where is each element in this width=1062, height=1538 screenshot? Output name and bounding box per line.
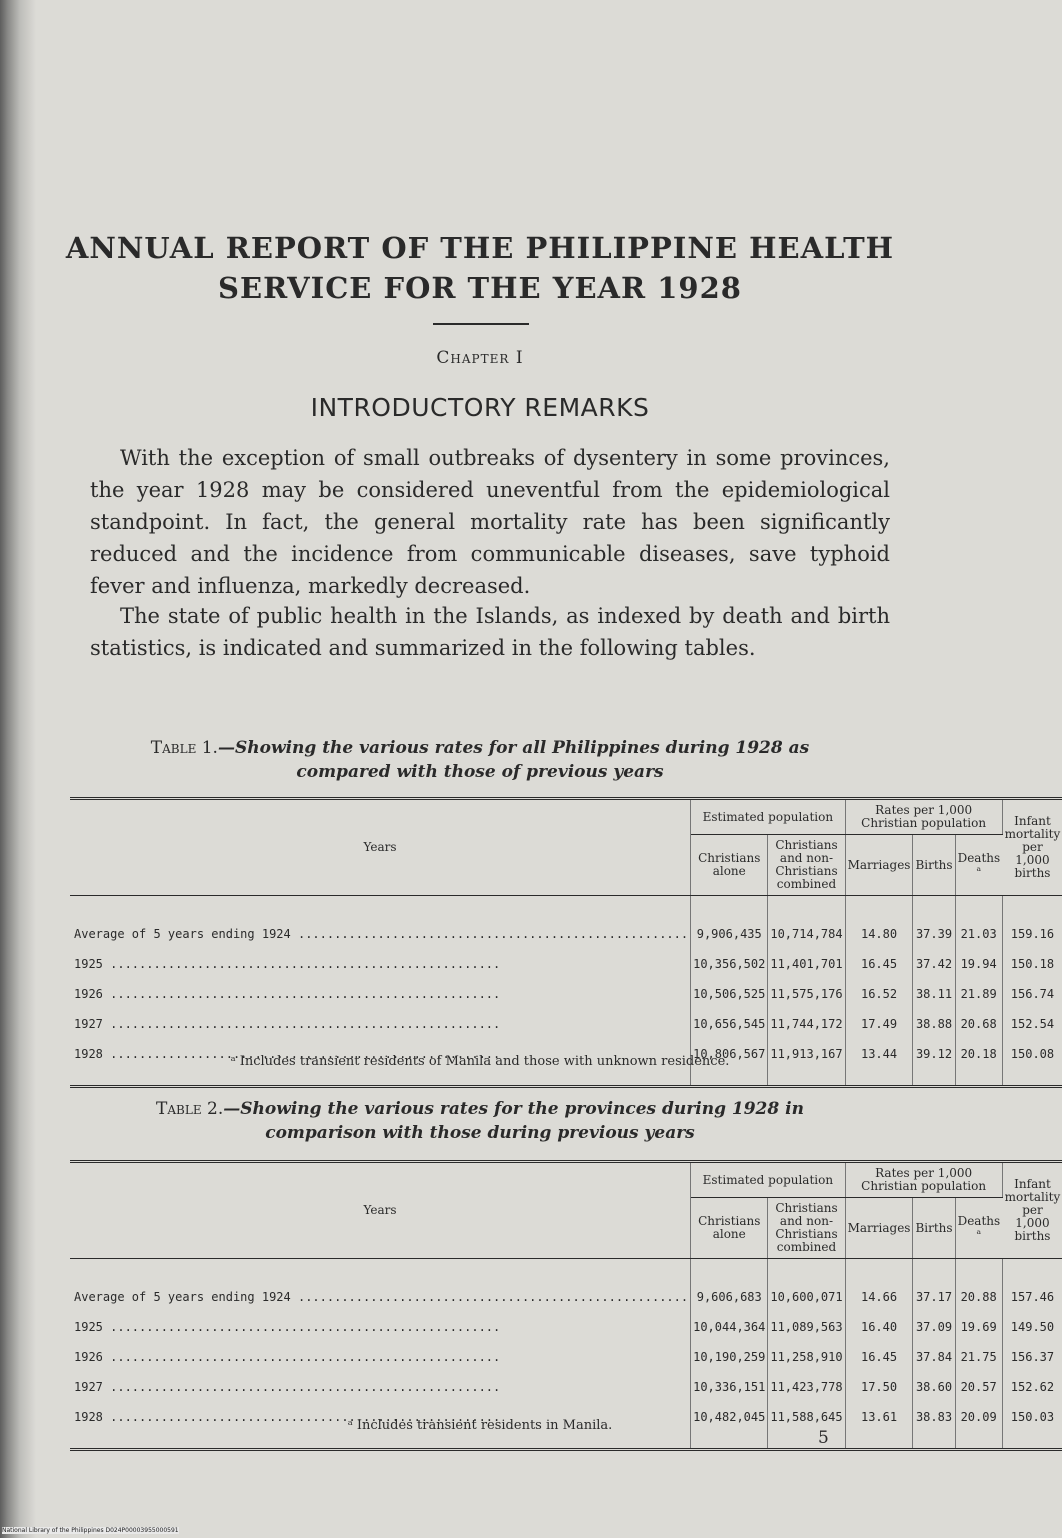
table1-cell: 152.54 [1010,1017,1055,1031]
table2-cell: 16.45 [860,1350,898,1364]
table2-year-cell: 1925 ..... [74,1320,688,1335]
table2-cell: 10,336,151 [693,1380,766,1394]
table2-cell: 11,423,778 [770,1380,843,1394]
table2-cell: 14.66 [860,1290,898,1304]
table1-header-marriages: Marriages [845,835,913,896]
report-title-line1: ANNUAL REPORT OF THE PHILIPPINE HEALTH [65,231,895,265]
table1-cell: 159.16 [1010,927,1055,941]
table1-footnote: ᵃ Includes transient residents of Manila and those with unknown residence. [230,1054,730,1069]
table2-cell: 16.40 [860,1320,898,1334]
table2-cell: 10,600,071 [770,1290,843,1304]
table1-header-deaths: Deaths ᵃ [955,835,1002,896]
table1-cell: 10,506,525 [693,987,766,1001]
table2-cell: 9,606,683 [696,1290,762,1304]
table1-cell: 19.94 [960,957,997,971]
table2-cell: 13.61 [860,1410,898,1424]
table2-footnote: ᵃ Includes transient residents in Manila. [347,1418,613,1433]
table1-cell: 21.03 [960,927,997,941]
table2-cell: 21.75 [960,1350,997,1364]
table1 [70,797,1062,1088]
table2-cell: 150.03 [1010,1410,1055,1424]
table2-header-christians-alone: Christians alone [691,1198,768,1259]
table1-cell: 10,806,567 [693,1047,766,1061]
table2-cell: 11,089,563 [770,1320,843,1334]
table1-deaths-column [955,896,1002,1087]
table1-year-cell: 1927 ..... [74,1017,688,1032]
table1-cell: 150.18 [1010,957,1055,971]
table1-header-years: Years [70,799,691,896]
table1-infant-mortality-column [1002,896,1062,1087]
table2-cell: 11,258,910 [770,1350,843,1364]
table1-cell: 21.89 [960,987,997,1001]
table2-caption [60,1097,900,1145]
table2-header-infant-mortality: Infant mortality per 1,000 births [1002,1162,1062,1259]
table1-cell: 20.18 [960,1047,997,1061]
section-title: INTRODUCTORY REMARKS [310,393,650,422]
table2-cell: 10,482,045 [693,1410,766,1424]
table1-header-rates: Rates per 1,000 Christian population [845,799,1002,835]
table2-cell: 38.60 [915,1380,953,1394]
table2-cell: 37.84 [915,1350,953,1364]
table1-cell: 39.12 [915,1047,953,1061]
report-title-line2: SERVICE FOR THE YEAR 1928 [218,271,742,305]
table1-cell: 14.80 [860,927,898,941]
table2-births-column [913,1259,955,1450]
table1-year-cell: 1926 ..... [74,987,688,1002]
table1-cell: 16.45 [860,957,898,971]
table2-cell: 149.50 [1010,1320,1055,1334]
scan-credit: National Library of the Philippines D024P00003955000591 [2,1527,179,1534]
page-number: 5 [818,1428,829,1448]
table1-cell: 37.42 [915,957,953,971]
table1-cell: 37.39 [915,927,953,941]
table1-births-column [913,896,955,1087]
table2-header-marriages: Marriages [845,1198,913,1259]
table2-cell: 20.88 [960,1290,997,1304]
table1-cell: 17.49 [860,1017,898,1031]
table2-caption-lead: Table 2. [156,1099,224,1119]
table1-caption-line1: —Showing the various rates for all Philippines during 1928 as [217,738,810,758]
table1-header-infant-mortality: Infant mortality per 1,000 births [1002,799,1062,896]
table2-header-years: Years [70,1162,691,1259]
table1-caption-lead: Table 1. [150,738,218,758]
book-spine-shadow [0,0,36,1538]
table1-cell: 9,906,435 [696,927,762,941]
table2 [70,1160,1062,1451]
table2-cell: 157.46 [1010,1290,1055,1304]
table2-cell: 10,044,364 [693,1320,766,1334]
table1-caption [60,736,900,784]
table2-cell: 152.62 [1010,1380,1055,1394]
table1-cell: 10,356,502 [693,957,766,971]
table1-cell: 11,744,172 [770,1017,843,1031]
table1-cell: 13.44 [860,1047,898,1061]
table2-infant-mortality-column [1002,1259,1062,1450]
table1-caption-line2: compared with those of previous years [296,762,664,782]
table1-header-births: Births [913,835,955,896]
table1-header-estimated-population: Estimated population [691,799,846,835]
table1-cell: 11,401,701 [770,957,843,971]
table2-header-deaths: Deaths ᵃ [955,1198,1002,1259]
table2-header-rates: Rates per 1,000 Christian population [845,1162,1002,1198]
table2-year-cell: 1926 ..... [74,1350,688,1365]
table2-deaths-column [955,1259,1002,1450]
table1-cell: 11,575,176 [770,987,843,1001]
table2-caption-line1: —Showing the various rates for the provinces during 1928 in [223,1099,804,1119]
table2-header-estimated-population: Estimated population [691,1162,846,1198]
table1-year-cell: 1928 ..... [74,1047,688,1062]
table1-cell: 10,714,784 [770,927,843,941]
table1-cell: 10,656,545 [693,1017,766,1031]
table1-cell: 156.74 [1010,987,1055,1001]
table2-header-combined: Christians and non-Christians combined [768,1198,845,1259]
table2-cell: 37.17 [915,1290,953,1304]
table1-cell: 16.52 [860,987,898,1001]
table2-cell: 156.37 [1010,1350,1055,1364]
chapter-heading: Chapter I [436,348,524,368]
table2-cell: 20.57 [960,1380,997,1394]
table1-cell: 11,913,167 [770,1047,843,1061]
table1-cell: 38.11 [915,987,953,1001]
intro-paragraph-1: With the exception of small outbreaks of dysentery in some provinces, the year 1928 may be considered uneventful from the epidemiological standpoint. In fact, the general mortality rate has been significantly reduced and the incidence from communicable diseases, save typhoid fever and influenza, markedly decreased. [90,446,890,598]
table2-cell: 11,588,645 [770,1410,843,1424]
table2-cell: 10,190,259 [693,1350,766,1364]
table2-cell: 37.09 [915,1320,953,1334]
table2-cell: 19.69 [960,1320,997,1334]
table1-header-christians-alone: Christians alone [691,835,768,896]
table1-year-cell: 1925 ..... [74,957,688,972]
table1-cell: 20.68 [960,1017,997,1031]
report-title [60,228,900,308]
table2-cell: 20.09 [960,1410,997,1424]
table2-cell: 17.50 [860,1380,898,1394]
document-page [60,0,1061,1538]
table2-header-births: Births [913,1198,955,1259]
intro-paragraph-2: The state of public health in the Islands, as indexed by death and birth statistics, is indicated and summarized in the following tables. [90,604,890,660]
table1-cell: 150.08 [1010,1047,1055,1061]
table2-year-cell: Average of 5 years ending 1924 ..... [74,1290,688,1305]
table1-cell: 38.88 [915,1017,953,1031]
table1-header-combined: Christians and non-Christians combined [768,835,845,896]
title-divider [433,323,529,325]
table2-year-cell: 1928 ..... [74,1410,688,1425]
table2-year-cell: 1927 ..... [74,1380,688,1395]
table2-cell: 38.83 [915,1410,953,1424]
table1-year-cell: Average of 5 years ending 1924 ..... [74,927,688,942]
table2-caption-line2: comparison with those during previous years [265,1123,695,1143]
